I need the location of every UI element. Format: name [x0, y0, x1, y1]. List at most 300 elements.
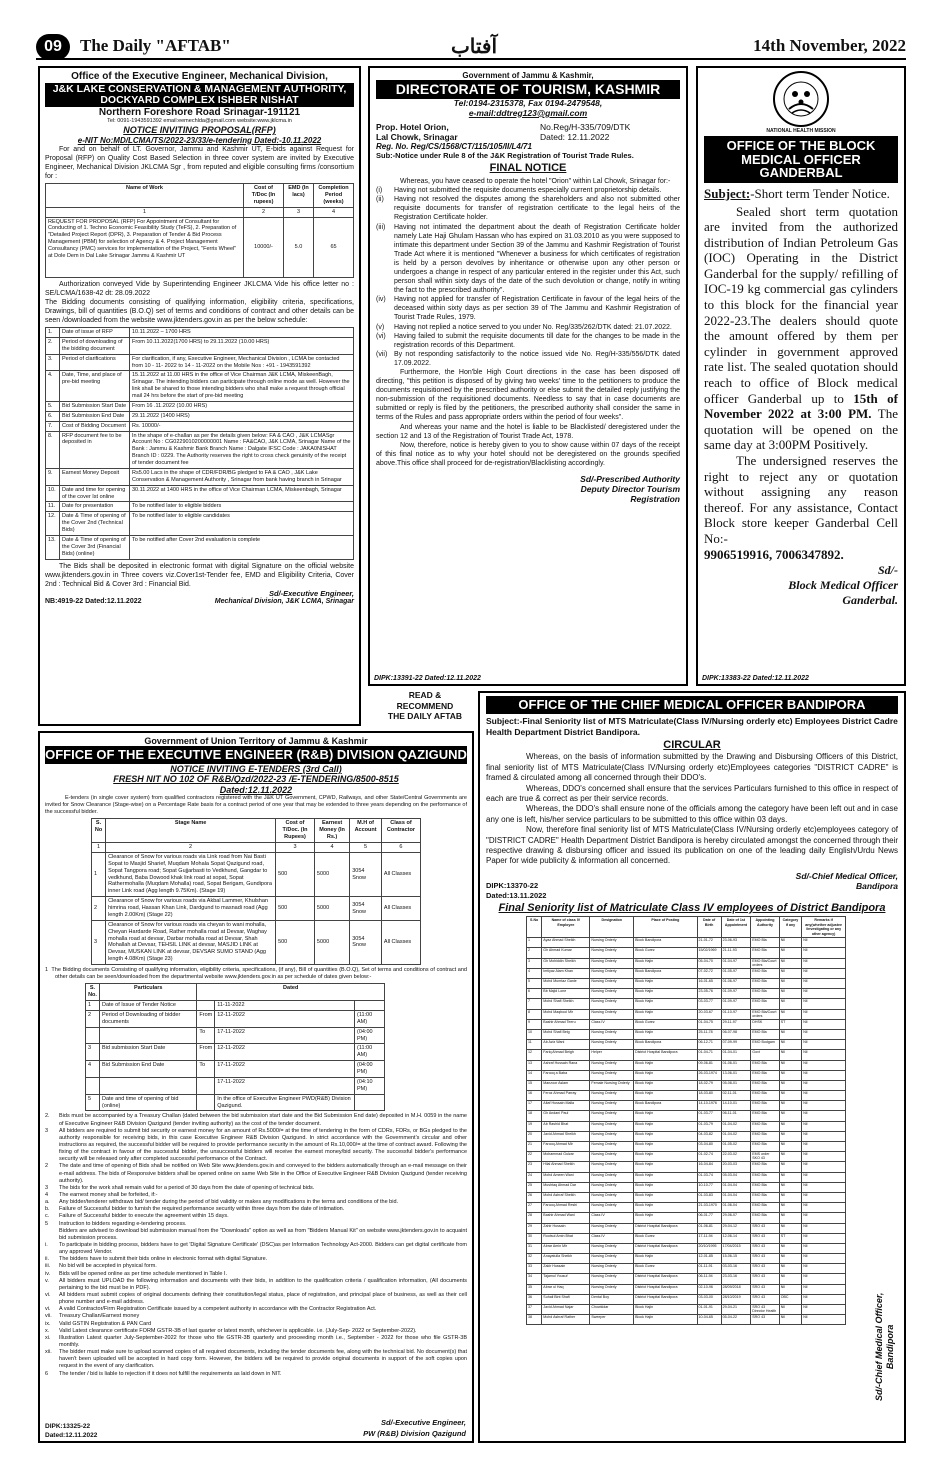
- works-th: Stage Name: [106, 819, 276, 843]
- seniority-cell: District Hospital Bandipora: [634, 1050, 697, 1060]
- seniority-cell: Nil: [779, 938, 802, 948]
- seniority-cell: Mohd Mumtaz Ganie: [542, 979, 590, 989]
- th-work: Name of Work: [46, 184, 244, 208]
- seniority-cell: Nil: [779, 1070, 802, 1080]
- seniority-cell: Nursing Orderly: [590, 1152, 634, 1162]
- seniority-cell: 06-01-77: [697, 1213, 721, 1223]
- seniority-cell: 21-11-93: [721, 948, 751, 958]
- rnb-sched-cell: To: [197, 1061, 215, 1078]
- seniority-cell: Nil: [802, 1274, 846, 1284]
- seniority-cell: Nil: [802, 1192, 846, 1202]
- seniority-cell: SRO 43: [751, 1243, 779, 1253]
- seniority-cell: Nil: [802, 999, 846, 1009]
- work-emd: 5.0: [284, 217, 314, 277]
- seniority-cell: Nil: [802, 1050, 846, 1060]
- lcma-work-table: [45, 183, 354, 278]
- rnb-sched-cell: [354, 1001, 384, 1011]
- seniority-cell: Nil: [802, 1029, 846, 1039]
- seniority-cell: 03-03-77: [697, 999, 721, 1009]
- cmo-sig-1: Sd/-Chief Medical Officer,: [795, 870, 898, 881]
- tourism-item-num: (ii): [376, 196, 384, 204]
- nhm-emblem-icon: [775, 73, 827, 125]
- masthead: [36, 34, 906, 60]
- read-line-3: THE DAILY AFTAB: [387, 711, 463, 722]
- seniority-cell: Nil: [779, 1203, 802, 1213]
- seniority-cell: Anayatulla Sheikh: [542, 1254, 590, 1264]
- rnb-note: [45, 1213, 467, 1220]
- issue-date: 14th November, 2022: [753, 36, 906, 55]
- tourism-item-num: (vi): [376, 332, 386, 340]
- tourism-subject: Sub:-Notice under Rule 8 of the J&K Registration of Tourist Trade Rules.: [376, 151, 634, 161]
- works-col-num: 4: [314, 843, 349, 853]
- rnb-note-num: 2.: [45, 1113, 50, 1120]
- lcma-bid-text: The Bidding documents consisting of qualifying information, eligibility criteria, specifications, Drawings, bill of quantities (B.O.Q) set of terms and conditions of contract and other details can be seen /downloaded from the website www.jktenders.gov.in as per the below schedule:: [45, 298, 354, 324]
- table-row: [527, 1050, 846, 1060]
- schedule-row: [46, 431, 354, 468]
- seniority-cell: DHSK: [751, 1019, 779, 1029]
- seniority-cell: Nil: [779, 1162, 802, 1172]
- rnb-note: [45, 1371, 467, 1378]
- seniority-cell: EMO Bla: [751, 968, 779, 978]
- seniority-cell: 35: [527, 1284, 542, 1294]
- sched-item: Period of downloading of the bidding document: [60, 337, 130, 354]
- rnb-sched-cell: (04:10 PM): [354, 1077, 384, 1094]
- seniority-cell: Nil: [779, 1243, 802, 1253]
- works-th: Cost of T/Doc. (In Rupees): [276, 819, 315, 843]
- th-period: Completion Period (weeks): [314, 184, 354, 208]
- tourism-item-num: (i): [376, 187, 383, 195]
- rnb-note: [45, 1306, 467, 1313]
- table-row: [527, 1111, 846, 1121]
- table-row: [527, 1203, 846, 1213]
- seniority-cell: Nursing Orderly: [590, 938, 634, 948]
- table-row: [527, 999, 846, 1009]
- seniority-cell: Nursing Orderly: [590, 1182, 634, 1192]
- seniority-cell: Nil: [779, 1040, 802, 1050]
- seniority-cell: 11: [527, 1040, 542, 1050]
- seniority-cell: Nil: [802, 1315, 846, 1325]
- sched-detail: Rs. 10000/-: [130, 421, 354, 431]
- seniority-cell: Nil: [779, 1131, 802, 1141]
- seniority-cell: EMO Bla: [751, 1213, 779, 1223]
- rnb-dipk-date: Dated:12.11.2022: [45, 1432, 98, 1439]
- seniority-cell: Fariq Ahmad Beigh: [542, 1050, 590, 1060]
- rnb-note-text: Failure of Successful bidder to execute the agreement within 15 days.: [59, 1213, 229, 1220]
- rnb-intro: E-tenders (in single cover system) from qualified contractors registered with the J&K UT Government, CPWD, Railways, and other State/Central Governments are invited for Snow Clearance (Stage-wise) on a Percentage Rate basis for a contract period of one year that may be extended to three years depending on the performance of the successful bidder.: [45, 795, 467, 816]
- rnb-note-text: Illustration Latest quarter July-September-2022 for those who file GSTR-3B quarterly and proceeding month i.e., September - 2022 for those who file GSTR-3B monthly.: [59, 1334, 467, 1348]
- seniority-cell: 31: [527, 1243, 542, 1253]
- tourism-item-text: By not responding satisfactorily to the notice issued vide No. Reg/H-335/556/DTK dated 17.09.2022.: [394, 350, 680, 367]
- rnb-note-num: ix.: [45, 1320, 51, 1327]
- schedule-row: [46, 328, 354, 338]
- rnb-sched-cell: 2: [86, 1010, 100, 1027]
- seniority-cell: EMO Budgam: [751, 1040, 779, 1050]
- th-emd: EMD (In lacs): [284, 184, 314, 208]
- seniority-header-row: [527, 917, 846, 938]
- seniority-cell: EMO Bla: [751, 1162, 779, 1172]
- seniority-th: Date of 1st Appointment: [721, 917, 751, 938]
- seniority-cell: Block Bandipora: [634, 938, 697, 948]
- seniority-cell: Nil: [802, 1111, 846, 1121]
- rnb-note: [45, 1263, 467, 1270]
- rnb-note-num: 4: [45, 1192, 49, 1199]
- seniority-cell: 01-04-04: [721, 1192, 751, 1202]
- sched-num: 3.: [46, 354, 60, 371]
- seniority-cell: Mohd Shafi Beig: [542, 1029, 590, 1039]
- seniority-cell: 18: [527, 1111, 542, 1121]
- seniority-cell: Nil: [802, 948, 846, 958]
- sched-detail: 29.11.2022 (1400 HRS): [130, 411, 354, 421]
- tourism-title-bar: DIRECTORATE OF TOURISM, KASHMIR: [376, 80, 680, 99]
- work-name: REQUEST FOR PROPOSAL (RFP) For Appointment of Consultant for Conducting of 1. Techno Economic Feasibility Study (TeFS), 2. Preparation of "Detailed Project Report (DPR), 3. Preparation of Tender & Bid Process Management (PBM) for selection of Agency & 4. Project Management Consultancy (PMC) services for implementation of the Project, "Ferris Wheel" at Dole Dem in Dal Lake Srinagar Jammu & Kashmir UT: [46, 217, 244, 277]
- seniority-cell: Nil: [779, 1182, 802, 1192]
- seniority-cell: Nil: [802, 1243, 846, 1253]
- seniority-cell: Nursing Orderly: [590, 1254, 634, 1264]
- seniority-cell: 02-11-01: [721, 1091, 751, 1101]
- th-cost: Cost of T/Doc (In rupees): [244, 184, 284, 208]
- seniority-cell: Nil: [779, 948, 802, 958]
- seniority-cell: EMS order SKO 43: [751, 1152, 779, 1162]
- rnb-sched-th: S. No.: [86, 984, 100, 1001]
- works-row: [92, 920, 421, 964]
- schedule-row: [46, 502, 354, 512]
- table-row: [527, 1213, 846, 1223]
- rnb-sched-cell: From: [197, 1010, 215, 1027]
- seniority-cell: Nil: [779, 968, 802, 978]
- lcma-address: Northern Foreshore Road Srinagar-191121: [98, 106, 301, 118]
- schedule-row: [46, 354, 354, 371]
- seniority-cell: Nil: [802, 1254, 846, 1264]
- seniority-cell: SRO 43: [751, 1254, 779, 1264]
- seniority-cell: 03-03-16: [721, 1264, 751, 1274]
- rnb-note: [45, 1199, 467, 1206]
- seniority-cell: Nil: [802, 958, 846, 968]
- rnb-sched-cell: 3: [86, 1044, 100, 1061]
- rnb-sched-cell: Bid submission Start Date: [100, 1044, 197, 1061]
- seniority-cell: 29: [527, 1223, 542, 1233]
- seniority-cell: Nursing Orderly: [590, 1162, 634, 1172]
- seniority-cell: Tajamul Yousuf: [542, 1274, 590, 1284]
- rnb-notes: [45, 1113, 467, 1377]
- rnb-sched-cell: (11:00 AM): [354, 1044, 384, 1061]
- col-num: 2: [244, 207, 284, 217]
- rnb-note-num: x.: [45, 1327, 50, 1334]
- lcma-notice: [38, 66, 361, 726]
- rnb-sched-cell: [197, 1077, 215, 1094]
- rnb-sched-cell: (04:00 PM): [354, 1027, 384, 1044]
- seniority-cell: Nil: [802, 1213, 846, 1223]
- rnb-sched-cell: Bid Submission End Date: [100, 1061, 197, 1078]
- seniority-cell: 25-11-78: [697, 1029, 721, 1039]
- seniority-cell: Nil: [779, 1111, 802, 1121]
- rnb-schedule-table: [85, 983, 385, 1111]
- seniority-cell: 10: [527, 1029, 542, 1039]
- works-row: [92, 852, 421, 896]
- lcma-bar-line-2: DOCKYARD COMPLEX ISHBER NISHAT: [100, 93, 299, 106]
- seniority-cell: 8: [527, 1009, 542, 1019]
- works-cell: 3054 Snow: [350, 920, 382, 964]
- seniority-cell: 36: [527, 1294, 542, 1304]
- cmo-vsig-2: Bandipora: [885, 1324, 895, 1370]
- seniority-cell: 12: [527, 1050, 542, 1060]
- sched-num: 12.: [46, 512, 60, 536]
- rnb-note-num: [45, 1228, 59, 1242]
- seniority-cell: Nil: [779, 999, 802, 1009]
- tourism-item-text: Having not intimated the department about the death of Registration Certificate holder namely Late Haji Ghulam Hassan who has expired on 31.03.2010 as you were supposed to intimate this department under Section 39 of the Jammu and Kashmir Registration of Tourist Trade Act where it is mentioned "Whenever a business for which certificates of registration is held by a person devolves by inheritance or otherwise upon any other person or undergoes a change in respect of any particular entered in the register under this Act, such person shall within sixty days of the date of the such devolution or change, notify in writing the fact to the prescribed authority".: [394, 223, 680, 295]
- seniority-cell: Govt: [751, 1050, 779, 1060]
- rnb-note-num: vi.: [45, 1291, 51, 1298]
- seniority-cell: 20-03-03: [721, 1162, 751, 1172]
- cmo-subject: Subject:-Final Seniority list of MTS Matriculate(Class IV/Nursing orderly etc) Employees District Cadre Health Department District Bandipora.: [486, 715, 898, 737]
- rnb-note-num: b.: [45, 1206, 50, 1213]
- seniority-cell: Class IV: [590, 1233, 634, 1243]
- rnb-note-text: The bidder must make sure to upload scanned copies of all required documents, including the tender documents fee, along with the technical bid. No document(s) that haven't been uploaded will be accepted in hard copy form. However, the bidders will be required to provide original documents in support of the soft copies upon request in the event of any clarification.: [59, 1349, 467, 1370]
- seniority-cell: Nil: [779, 1009, 802, 1019]
- seniority-cell: 06-11-01: [721, 1111, 751, 1121]
- tourism-para-3: Now, therefore, notice is hereby given to you to show cause within 07 days of the receipt of this final notice as to why your hotel should not be deregistered on the grounds specified above.This office shall proceed for de-registration/Blacklisting accordingly.: [376, 441, 680, 467]
- rnb-note-num: v.: [45, 1277, 49, 1284]
- seniority-cell: Feroz Ahmad Parray: [542, 1091, 590, 1101]
- table-row: [527, 1162, 846, 1172]
- tourism-dated: Dated: 12.11.2022: [540, 132, 610, 143]
- rnb-sched-cell: 5: [86, 1094, 100, 1111]
- bmo-opening: The quotation will be opened on the same day at 3:00PM Positively.: [704, 406, 898, 453]
- tourism-email: e-mail:ddtreg123@gmail.com: [468, 107, 588, 118]
- seniority-cell: Nil: [779, 1091, 802, 1101]
- seniority-cell: District Hospital Bandipora: [634, 1243, 697, 1253]
- sched-num: 6.: [46, 411, 60, 421]
- sched-detail: 30.11.2022 at 1400 HRS in the office of Vice Chairman LCMA, Miskeenbagh, Srinagar: [130, 485, 354, 502]
- col-num: 3: [284, 207, 314, 217]
- seniority-cell: 01-10-97: [721, 1009, 751, 1019]
- seniority-cell: SRO 43: [751, 1294, 779, 1304]
- seniority-cell: Nil: [802, 1233, 846, 1243]
- table-row: [527, 968, 846, 978]
- works-cell: Clearance of Snow for various roads via Akbal Lammer, Khulshan himrina road, Hassan Khan Link, Dardgund to masnadi road (Agg length 2.00Km) (Stage 22): [106, 897, 276, 921]
- seniority-cell: Nil: [779, 1142, 802, 1152]
- rnb-sched-cell: 11-11-2022: [215, 1001, 355, 1011]
- seniority-cell: Nursing Orderly: [590, 1121, 634, 1131]
- seniority-cell: Nil: [802, 1284, 846, 1294]
- seniority-cell: Nil: [779, 1274, 802, 1284]
- seniority-cell: Block Hajin: [634, 1182, 697, 1192]
- table-row: [527, 1172, 846, 1182]
- works-col-num: 1: [92, 843, 106, 853]
- seniority-cell: Nil: [802, 1162, 846, 1172]
- rnb-sched-cell: 4: [86, 1061, 100, 1078]
- rnb-gov: Government of Union Territory of Jammu & Kashmir: [144, 736, 368, 746]
- table-row: [527, 979, 846, 989]
- seniority-cell: Nil: [802, 1009, 846, 1019]
- sched-detail: Rs5.00 Lacs in the shape of CDR/FDR/BG pledged to FA & CAO , J&K Lake Conservation & Management Authority , Srinagar from bank having branch in Srinagar: [130, 468, 354, 485]
- seniority-cell: Gh Andani Paul: [542, 1111, 590, 1121]
- seniority-cell: Abrar Amin Mir: [542, 1243, 590, 1253]
- rnb-sched-cell: Date of Issue of Tender Notice: [100, 1001, 197, 1011]
- table-row: [527, 1080, 846, 1090]
- seniority-cell: Mohd Ashraf Rather: [542, 1315, 590, 1325]
- bmo-sig-1: Block Medical Officer: [788, 577, 898, 592]
- cmo-vsig-1: Sd/-Chief Medical Officer,: [874, 1292, 885, 1401]
- schedule-row: [46, 411, 354, 421]
- tourism-item-num: (vii): [376, 350, 388, 358]
- rnb-note: [45, 1335, 467, 1349]
- seniority-cell: Block Gurez: [634, 948, 697, 958]
- rnb-note-text: Instruction to bidders regarding e-tendering process.: [59, 1220, 187, 1227]
- sched-detail: 15.11.2022 at 11.00 HRS in the office of Vice Chairman J&K LCMA, MiskeenBagh, Srinagar. The intending bidders can participate through online mode as well. However the link shall be shared to those intending bidders who shall make a request through official mail 24 hrs before the start of pre-bid meeting: [130, 371, 354, 402]
- rnb-sched-cell: 17-11-2022: [215, 1077, 355, 1094]
- tourism-gov: Government of Jammu & Kashmir,: [462, 71, 594, 80]
- tourism-item: [376, 295, 680, 322]
- cmo-para-3: Whereas, the DDO's shall ensure none of the officials among the category have been left out and in case any one is left, his/her service particulars to be submitted to this office within 03 days.: [486, 804, 898, 824]
- seniority-cell: Nursing Orderly: [590, 968, 634, 978]
- table-row: [527, 1305, 846, 1315]
- rnb-sched-row: [86, 1061, 385, 1078]
- seniority-cell: Nil: [779, 1172, 802, 1182]
- seniority-cell: Ab Rashid Bhat: [542, 1121, 590, 1131]
- seniority-cell: 13: [527, 1060, 542, 1070]
- bmo-notice: [696, 66, 906, 686]
- works-cell: 1: [92, 852, 106, 896]
- tourism-item: [376, 223, 680, 296]
- sched-detail: In the shape of e-challan as per the details given below: FA & CAO , J&K LCMASgr Account No : CG0229010200000001 Name : FA&CAO, J&K LCMA, Srinagar Name of the Bank : Jammu & Kashmir Bank Branch Name : Dalgate IFSC Code : JAKA0NISHAT Branch ID : 0229. The Authority reserves the right to cross check genuinity of the receipt of tender document fee: [130, 431, 354, 468]
- rnb-note-num: 5: [45, 1220, 49, 1227]
- seniority-cell: Nursing Orderly: [590, 1040, 634, 1050]
- seniority-cell: 21-01-72: [697, 938, 721, 948]
- cmo-circular: CIRCULAR: [663, 738, 721, 751]
- seniority-cell: 01-04-75: [697, 1019, 721, 1029]
- rnb-title-bar: OFFICE OF THE EXECUTIVE ENGINEER (R&B) DIVISION QAZIGUND: [45, 747, 467, 763]
- rnb-note: [45, 1278, 467, 1292]
- sched-item: Date, Time, and place of pre-bid meeting: [60, 371, 130, 402]
- seniority-cell: Nil: [779, 1080, 802, 1090]
- seniority-cell: Bb Majid Lone: [542, 989, 590, 999]
- rnb-note-num: vii.: [45, 1313, 52, 1320]
- seniority-cell: 18-03-80: [697, 1091, 721, 1101]
- cmo-para-1: Whereas, on the basis of information submitted by the Drawing and Disbursing Officers of this District, final seniority list of MTS Matriculate(Class IV/Nursing orderly etc)Employees categories "DISTRICT CADRE" is framed & circulated among all concerned through their DDO's.: [486, 752, 898, 783]
- works-cell: 500: [276, 897, 315, 921]
- rnb-sched-cell: [197, 1001, 215, 1011]
- rnb-note-text: Valid GSTIN Registration & PAN Card: [59, 1320, 152, 1327]
- seniority-cell: Ayaz Ahmad Sheikh: [542, 938, 590, 948]
- rnb-title: NOTICE INVITING E-TENDERS (3rd Call): [170, 763, 342, 774]
- seniority-cell: Sweeper: [590, 1315, 634, 1325]
- seniority-cell: Ab Aziz Wani: [542, 1040, 590, 1050]
- table-row: [527, 1101, 846, 1111]
- seniority-cell: Class IV: [590, 1213, 634, 1223]
- seniority-cell: 19: [527, 1121, 542, 1131]
- seniority-cell: 30: [527, 1233, 542, 1243]
- seniority-cell: 20/10/1995: [697, 1243, 721, 1253]
- bmo-para-2: The undersigned reserves the right to reject any or quotation without assigning any reason thereof. For any assistance, Contact Block store keeper Ganderbal Cell No:-: [704, 453, 898, 546]
- table-row: [527, 1131, 846, 1141]
- sched-num: 1.: [46, 328, 60, 338]
- seniority-cell: Nil: [802, 1172, 846, 1182]
- seniority-cell: District Hospital Bandipora: [634, 1284, 697, 1294]
- seniority-cell: Nursing Orderly: [590, 989, 634, 999]
- table-row: [527, 1121, 846, 1131]
- seniority-cell: 07-09-99: [721, 1040, 751, 1050]
- seniority-cell: Block Hajin: [634, 999, 697, 1009]
- rnb-note-text: Any bidder/tenderer withdraws bid/ tender during the period of bid validity or makes any modifications in the terms and conditions of the bid.: [59, 1199, 399, 1206]
- works-col-num: 2: [106, 843, 276, 853]
- seniority-cell: Nursing Orderly: [590, 979, 634, 989]
- table-row: [527, 1284, 846, 1294]
- works-cell: 2: [92, 897, 106, 921]
- seniority-cell: EMO Bla: [751, 989, 779, 999]
- seniority-cell: EMO Bla/Court orders: [751, 1009, 779, 1019]
- seniority-cell: 16-04-84: [697, 1162, 721, 1172]
- seniority-cell: 29-04-12: [721, 1223, 751, 1233]
- tourism-item-num: (iv): [376, 296, 386, 304]
- rnb-sched-cell: (04:00 PM): [354, 1061, 384, 1078]
- seniority-cell: Block Hajin: [634, 1131, 697, 1141]
- seniority-cell: 01-04-71: [697, 1050, 721, 1060]
- works-cell: 3054 Snow: [350, 852, 382, 896]
- rnb-note-num: vi.: [45, 1306, 51, 1313]
- lcma-notice-title: NOTICE INVITING PROPOSAL(RFP): [123, 125, 276, 136]
- seniority-cell: Nil: [802, 989, 846, 999]
- schedule-row: [46, 337, 354, 354]
- seniority-cell: Farooq Ahmad Mir: [542, 1142, 590, 1152]
- table-row: [527, 1192, 846, 1202]
- seniority-cell: ST: [779, 1019, 802, 1029]
- rnb-note: [45, 1206, 467, 1213]
- seniority-cell: Imtiyaz Alam Khan: [542, 968, 590, 978]
- rnb-note: [45, 1163, 467, 1184]
- rnb-note-num: iii.: [45, 1263, 51, 1270]
- read-line-1: READ &: [408, 690, 442, 700]
- rnb-nit: FRESH NIT NO 102 OF R&B/Qzd/2022-23 /E-TENDERING/8500-8515: [113, 774, 399, 785]
- works-th: Class of Contractor: [381, 819, 420, 843]
- seniority-cell: Nil: [779, 1284, 802, 1294]
- seniority-cell: 33: [527, 1264, 542, 1274]
- bmo-para-1-text: Sealed short term quotation are invited from the authorized distribution of Indian Petroleum Gas (IOC) Operating in the District Ganderbal for the supply/ refilling of IOC-19 kg commercial gas cylinders to this block for the financial year 2022-23.The dealers should quote the amount offered by them per cylinder in government approved rate list. The sealed quotation should reach to office of Block medical officer Ganderbal up to: [704, 203, 898, 406]
- lcma-bar-line-1: J&K LAKE CONSERVATION & MANAGEMENT AUTHORITY,: [52, 82, 347, 95]
- rnb-sched-cell: To: [197, 1027, 215, 1044]
- table-row: [527, 1182, 846, 1192]
- seniority-cell: 01-06-97: [721, 979, 751, 989]
- seniority-cell: Block Bandipora: [634, 1040, 697, 1050]
- table-row: [527, 1264, 846, 1274]
- seniority-cell: Nil: [802, 1223, 846, 1233]
- seniority-cell: 06-07-98: [721, 1029, 751, 1039]
- lcma-office: Office of the Executive Engineer, Mechanical Division,: [71, 71, 328, 82]
- sched-detail: To be notified after Cover 2nd evaluation is complete: [130, 535, 354, 559]
- seniority-cell: Block Hajin: [634, 1172, 697, 1182]
- seniority-cell: Block Hajin: [634, 989, 697, 999]
- rnb-note-text: A valid Contractor/Firm Registration Certificate issued by a competent authority in accordance with the Contractor Registration Act.: [59, 1306, 377, 1313]
- seniority-cell: 12-01-85: [697, 1254, 721, 1264]
- rnb-sched-cell: [86, 1077, 100, 1094]
- lcma-nit: e-NIT No:MD/LCMA/TS/2022-23/33/e-tendering Dated:-10.11.2022: [77, 135, 322, 145]
- seniority-cell: 05-04-70: [697, 958, 721, 968]
- rnb-sched-cell: 12-11-2022: [215, 1044, 355, 1061]
- works-cell: 3: [92, 920, 106, 964]
- seniority-cell: Mohd Shafi Sheikh: [542, 999, 590, 1009]
- seniority-cell: 16-01-65: [697, 979, 721, 989]
- tourism-para-1: Furthermore, the Hon'ble High Court directions in the case has been disposed off directing, "this petition is disposed of by giving two weeks' time to the petitioners to produce the documents requisitioned by the prescribed authority or else submit the detailed reply justifying the non-submission of the requisitioned documents. Needless to say that in case documents are submitted or reply is filed by the petitioners, the prescribed authority shall consider the same in terms of the Rules and pass appropriate orders within the period of four weeks".: [376, 369, 680, 422]
- rnb-sched-cell: [354, 1094, 384, 1111]
- lcma-authorization: Authorization conveyed Vide by Superintending Engineer JKLCMA Vide his office letter no : SE/LCMA/1638-42 dt: 28.09.2022: [45, 280, 354, 297]
- seniority-cell: 12-06-14: [721, 1233, 751, 1243]
- seniority-cell: 10-04-65: [697, 1315, 721, 1325]
- sched-item: Bid Submission End Date: [60, 411, 130, 421]
- seniority-cell: Bashir Ahmad Teeru: [542, 1019, 590, 1029]
- seniority-cell: OBC: [779, 1294, 802, 1304]
- seniority-cell: Nursing Orderly: [590, 1111, 634, 1121]
- seniority-cell: EMO Bla: [751, 979, 779, 989]
- sched-num: 2.: [46, 337, 60, 354]
